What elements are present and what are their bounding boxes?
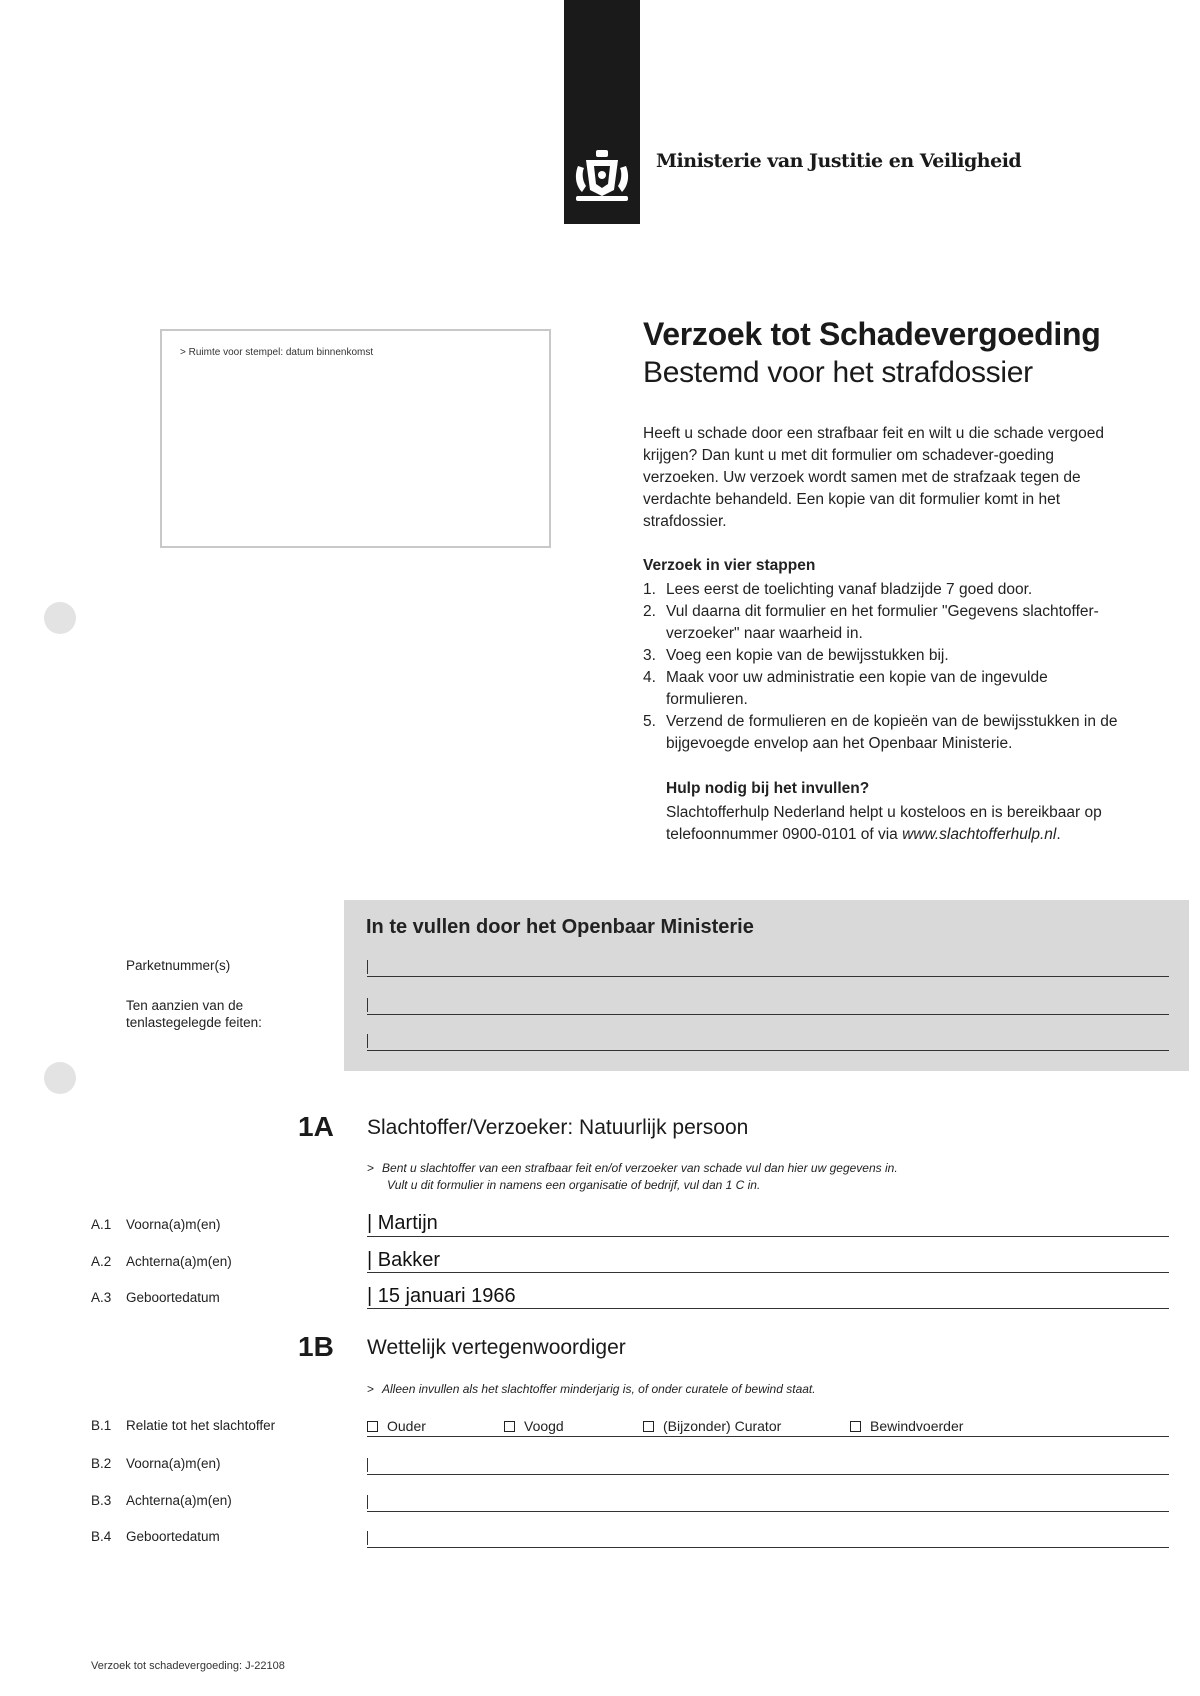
field-b1-label: Relatie tot het slachtoffer (126, 1418, 276, 1433)
rep-first-name-field[interactable] (367, 1474, 1169, 1475)
feiten-cursor-1 (367, 998, 368, 1012)
steps-heading: Verzoek in vier stappen (643, 557, 816, 574)
field-b4-label: Geboortedatum (126, 1529, 220, 1544)
rep-last-name-cursor (367, 1495, 368, 1509)
step-item: 3. Voeg een kopie van de bewijsstukken bij. (643, 647, 949, 664)
last-name-value[interactable]: | Bakker (367, 1249, 440, 1271)
checkbox-voogd[interactable] (504, 1421, 515, 1432)
coat-of-arms-icon (572, 146, 632, 206)
feiten-label: Ten aanzien van de tenlastegelegde feiten: (126, 998, 262, 1030)
section-1a-number: 1A (298, 1111, 334, 1142)
feiten-field-2[interactable] (367, 1050, 1169, 1051)
om-heading: In te vullen door het Openbaar Ministerie (366, 916, 754, 938)
birthdate-value[interactable]: | 15 januari 1966 (367, 1285, 516, 1307)
rep-birthdate-cursor (367, 1531, 368, 1545)
rep-first-name-cursor (367, 1458, 368, 1472)
intro-text: Heeft u schade door een strafbaar feit en wilt u die schade vergoed krijgen? Dan kunt u met dit formulier om schadever-goeding verzoeken. Uw verzoek wordt samen met de strafzaak tegen de verdachte behandeld. Een kopie van dit formulier komt in het strafdossier. (643, 425, 1104, 530)
parketnummer-label: Parketnummer(s) (126, 958, 231, 973)
field-a2-label: Achterna(a)m(en) (126, 1254, 232, 1269)
section-1b-note: > Alleen invullen als het slachtoffer minderjarig is, of onder curatele of bewind staat. (367, 1382, 816, 1396)
section-1b-number: 1B (298, 1331, 334, 1362)
option-curator[interactable]: (Bijzonder) Curator (643, 1418, 781, 1434)
relation-line (367, 1436, 1169, 1437)
form-title: Verzoek tot Schadevergoeding (643, 316, 1101, 352)
parketnummer-cursor (367, 960, 368, 974)
help-text: Slachtofferhulp Nederland helpt u kosteloos en is bereikbaar op telefoonnummer 0900-0101 of via www.slachtofferhulp.nl. (666, 804, 1102, 843)
stamp-label: > Ruimte voor stempel: datum binnenkomst (180, 347, 374, 358)
stamp-box (160, 329, 551, 548)
section-1a-note: > Bent u slachtoffer van een strafbaar feit en/of verzoeker van schade vul dan hier uw gegevens in. Vult u dit formulier in namens een organisatie of bedrijf, vul dan 1 C in. (367, 1161, 898, 1192)
step-item: 4. Maak voor uw administratie een kopie van de ingevulde formulieren. (643, 669, 1048, 708)
field-b2-number: B.2 (91, 1456, 112, 1471)
punch-hole-top (44, 602, 76, 634)
steps-list (643, 579, 1133, 755)
field-a3-number: A.3 (91, 1290, 112, 1305)
birthdate-field[interactable] (367, 1308, 1169, 1309)
field-a3-label: Geboortedatum (126, 1290, 220, 1305)
field-b2-label: Voorna(a)m(en) (126, 1456, 221, 1471)
field-a1-label: Voorna(a)m(en) (126, 1217, 221, 1232)
first-name-value[interactable]: | Martijn (367, 1212, 438, 1234)
field-a1-number: A.1 (91, 1217, 112, 1232)
step-item: 5. Verzend de formulieren en de kopieën van de bewijsstukken in de bijgevoegde envelop aan het Openbaar Ministerie. (643, 713, 1118, 752)
rep-last-name-field[interactable] (367, 1511, 1169, 1512)
section-1a-title: Slachtoffer/Verzoeker: Natuurlijk persoon (367, 1116, 749, 1139)
field-a2-number: A.2 (91, 1254, 112, 1269)
option-bewindvoerder[interactable]: Bewindvoerder (850, 1418, 963, 1434)
rep-birthdate-field[interactable] (367, 1547, 1169, 1548)
checkbox-curator[interactable] (643, 1421, 654, 1432)
form-subtitle: Bestemd voor het strafdossier (643, 356, 1033, 389)
option-ouder[interactable]: Ouder (367, 1418, 426, 1434)
section-1b-title: Wettelijk vertegenwoordiger (367, 1336, 626, 1359)
field-b3-label: Achterna(a)m(en) (126, 1493, 232, 1508)
field-b1-number: B.1 (91, 1418, 112, 1433)
option-voogd[interactable]: Voogd (504, 1418, 564, 1434)
footer-form-code: Verzoek tot schadevergoeding: J-22108 (91, 1660, 285, 1672)
step-item: 2. Vul daarna dit formulier en het formulier "Gegevens slachtoffer-verzoeker" naar waarheid in. (643, 603, 1099, 642)
checkbox-ouder[interactable] (367, 1421, 378, 1432)
checkbox-bewindvoerder[interactable] (850, 1421, 861, 1432)
feiten-field-1[interactable] (367, 1014, 1169, 1015)
punch-hole-bottom (44, 1062, 76, 1094)
help-heading: Hulp nodig bij het invullen? (666, 780, 870, 797)
logo-bar (564, 0, 640, 224)
parketnummer-field[interactable] (367, 976, 1169, 977)
field-b3-number: B.3 (91, 1493, 112, 1508)
first-name-field[interactable] (367, 1236, 1169, 1237)
ministry-name: Ministerie van Justitie en Veiligheid (656, 150, 1022, 172)
last-name-field[interactable] (367, 1272, 1169, 1273)
help-link[interactable]: www.slachtofferhulp.nl (902, 826, 1057, 843)
step-item: 1. Lees eerst de toelichting vanaf bladzijde 7 goed door. (643, 581, 1033, 598)
feiten-cursor-2 (367, 1034, 368, 1048)
field-b4-number: B.4 (91, 1529, 112, 1544)
